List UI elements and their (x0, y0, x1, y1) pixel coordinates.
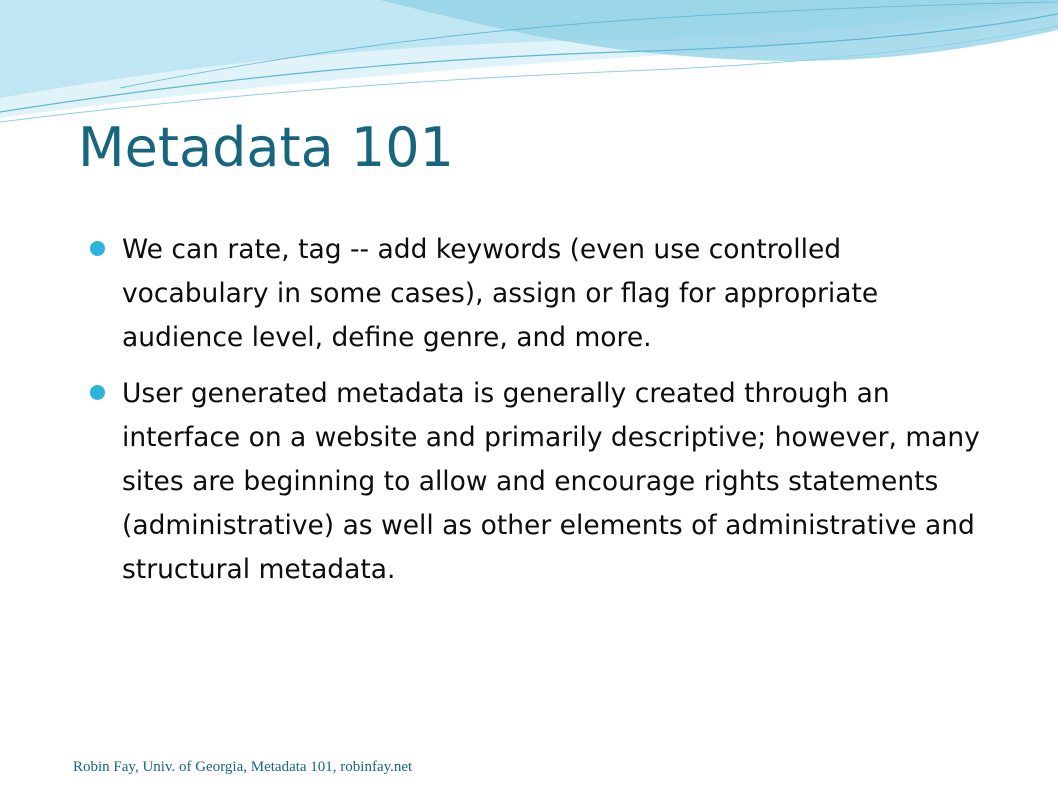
bullet-dot-icon (90, 241, 105, 256)
bullet-list (90, 228, 990, 604)
slide-footer: Robin Fay, Univ. of Georgia, Metadata 101, robinfay.net (73, 759, 413, 775)
slide-title: Metadata 101 (78, 116, 454, 179)
bullet-text: User generated metadata is generally created through an interface on a website and primarily descriptive; however, many sites are beginning to allow and encourage rights statements (administrative) as well as other elements of administrative and structural metadata. (122, 378, 980, 585)
bullet-item (90, 372, 990, 592)
bullet-dot-icon (90, 385, 105, 400)
bullet-text: We can rate, tag -- add keywords (even use controlled vocabulary in some cases), assign or flag for appropriate audience level, define genre, and more. (122, 234, 879, 353)
bullet-item (90, 228, 990, 360)
